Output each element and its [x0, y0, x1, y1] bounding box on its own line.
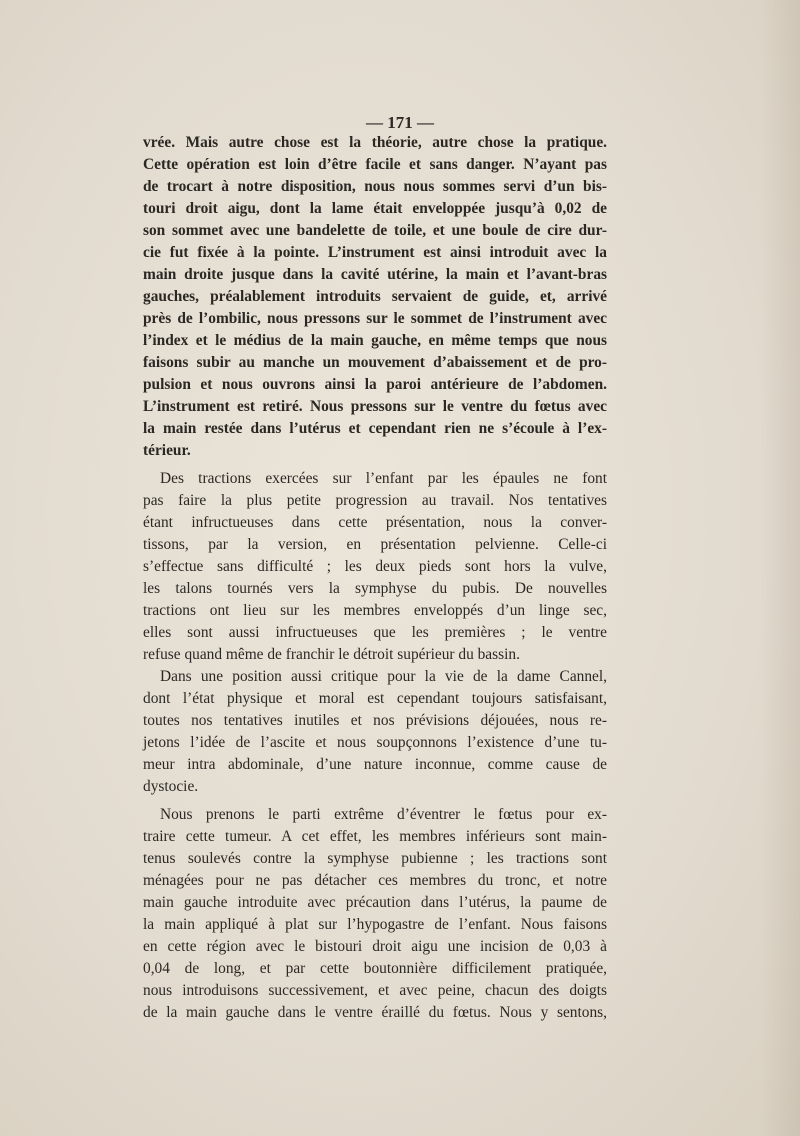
page-edge-shading — [760, 0, 800, 1136]
text-line: tenus soulevés contre la symphyse pubienne ; les tractions sont — [143, 850, 607, 867]
text-line: de la main gauche dans le ventre éraillé du fœtus. Nous y sentons, — [143, 1004, 607, 1021]
text-line: Cette opération est loin d’être facile et sans danger. N’ayant pas — [143, 156, 607, 173]
page-number: — 171 — — [366, 113, 434, 132]
text-line: jetons l’idée de l’ascite et nous soupçonnons l’existence d’une tu- — [143, 734, 607, 751]
text-line: faisons subir au manche un mouvement d’abaissement et de pro- — [143, 354, 607, 371]
text-line: son sommet avec une bandelette de toile, et une boule de cire dur- — [143, 222, 607, 239]
paragraph-3 — [143, 666, 607, 798]
text-line: l’index et le médius de la main gauche, en même temps que nous — [143, 332, 607, 349]
text-line: pas faire la plus petite progression au travail. Nos tentatives — [143, 492, 607, 509]
text-line: tractions ont lieu sur les membres enveloppés d’un linge sec, — [143, 602, 607, 619]
body-text — [143, 132, 607, 1024]
text-line: touri droit aigu, dont la lame était enveloppée jusqu’à 0,02 de — [143, 200, 607, 217]
text-line: 0,04 de long, et par cette boutonnière difficilement pratiquée, — [143, 960, 607, 977]
text-line: les talons tournés vers la symphyse du pubis. De nouvelles — [143, 580, 607, 597]
text-line: nous introduisons successivement, et avec peine, chacun des doigts — [143, 982, 607, 999]
text-line: tissons, par la version, en présentation pelvienne. Celle-ci — [143, 536, 607, 553]
paragraph-1 — [143, 132, 607, 462]
text-line: en cette région avec le bistouri droit aigu une incision de 0,03 à — [143, 938, 607, 955]
text-line: vrée. Mais autre chose est la théorie, autre chose la pratique. — [143, 134, 607, 151]
text-line: traire cette tumeur. A cet effet, les membres inférieurs sont main- — [143, 828, 607, 845]
text-line: s’effectue sans difficulté ; les deux pieds sont hors la vulve, — [143, 558, 607, 575]
text-line: Des tractions exercées sur l’enfant par les épaules ne font — [160, 470, 607, 487]
text-line: étant infructueuses dans cette présentation, nous la conver- — [143, 514, 607, 531]
text-line: la main appliqué à plat sur l’hypogastre de l’enfant. Nous faisons — [143, 916, 607, 933]
text-line: elles sont aussi infructueuses que les premières ; le ventre — [143, 624, 607, 641]
paragraph-2 — [143, 468, 607, 666]
text-line: près de l’ombilic, nous pressons sur le sommet de l’instrument avec — [143, 310, 607, 327]
text-line: de trocart à notre disposition, nous nous sommes servi d’un bis- — [143, 178, 607, 195]
text-line: gauches, préalablement introduits servaient de guide, et, arrivé — [143, 288, 607, 305]
text-line: dystocie. — [143, 778, 199, 795]
text-line: L’instrument est retiré. Nous pressons sur le ventre du fœtus avec — [143, 398, 607, 415]
text-line: cie fut fixée à la pointe. L’instrument est ainsi introduit avec la — [143, 244, 607, 261]
text-line: main gauche introduite avec précaution dans l’utérus, la paume de — [143, 894, 607, 911]
text-line: Nous prenons le parti extrême d’éventrer le fœtus pour ex- — [160, 806, 607, 823]
text-line: dont l’état physique et moral est cependant toujours satisfaisant, — [143, 690, 607, 707]
text-line: main droite jusque dans la cavité utérine, la main et l’avant-bras — [143, 266, 607, 283]
text-line: la main restée dans l’utérus et cependant rien ne s’écoule à l’ex- — [143, 420, 607, 437]
text-line: toutes nos tentatives inutiles et nos prévisions déjouées, nous re- — [143, 712, 607, 729]
text-line: térieur. — [143, 442, 191, 459]
text-line: meur intra abdominale, d’une nature inconnue, comme cause de — [143, 756, 607, 773]
text-line: ménagées pour ne pas détacher ces membres du tronc, et notre — [143, 872, 607, 889]
text-line: Dans une position aussi critique pour la vie de la dame Cannel, — [160, 668, 607, 685]
text-line: refuse quand même de franchir le détroit supérieur du bassin. — [143, 646, 520, 663]
text-line: pulsion et nous ouvrons ainsi la paroi antérieure de l’abdomen. — [143, 376, 607, 393]
paragraph-4 — [143, 804, 607, 1024]
